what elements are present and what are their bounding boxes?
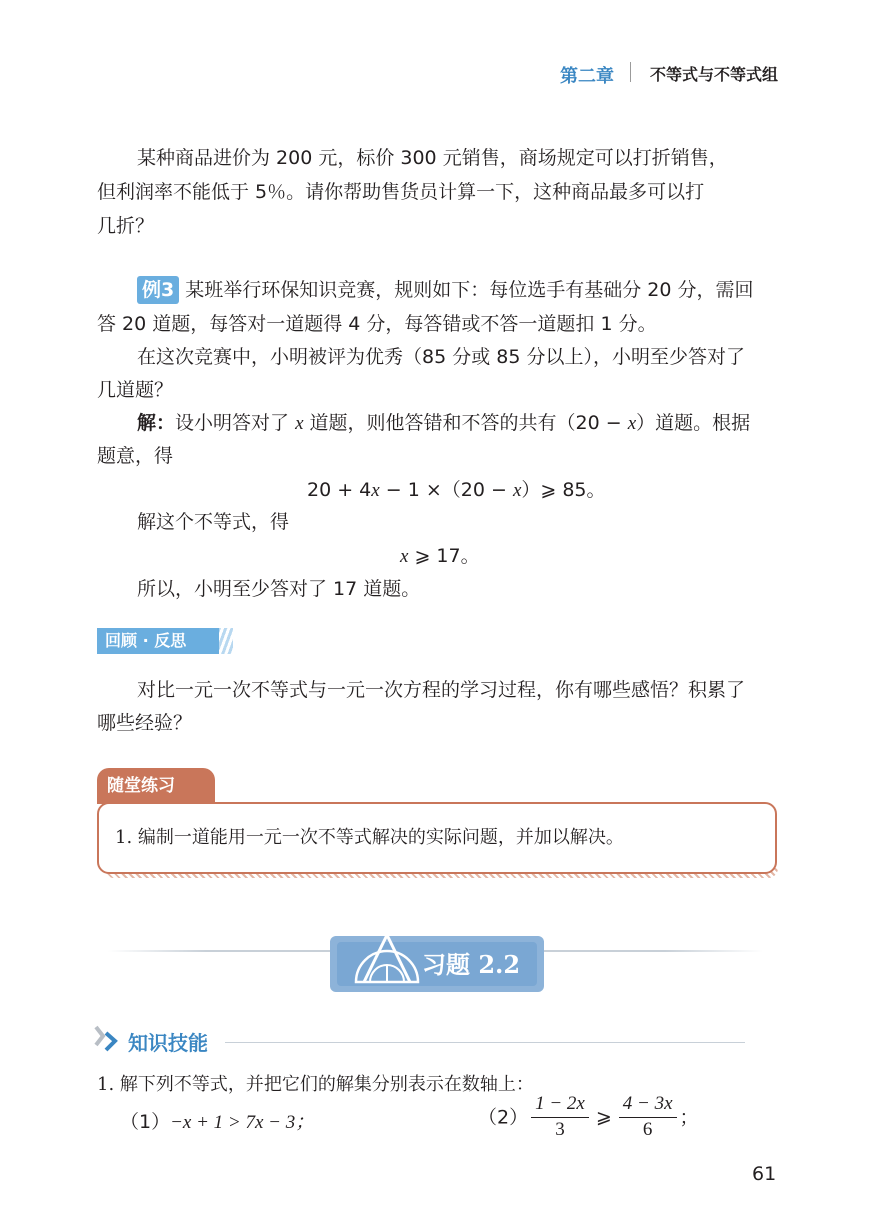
- solution-text-a: 设小明答对了: [175, 412, 296, 434]
- variable-x: x: [400, 546, 409, 567]
- example-3-line-2: 答 20 道题，每答对一道题得 4 分，每答错或不答一道题扣 1 分。: [97, 313, 657, 335]
- knowledge-divider: [225, 1042, 745, 1043]
- fraction-left-numerator: 1 − 2x: [531, 1094, 589, 1118]
- chapter-label: 第二章: [560, 66, 614, 87]
- exercise-title-word: 习题: [422, 951, 470, 979]
- example-tag: 例3: [137, 276, 179, 304]
- fraction-right-numerator: 4 − 3x: [619, 1094, 677, 1118]
- review-line-2: 哪些经验？: [97, 712, 193, 734]
- equation-2-rest: ⩾ 17。: [408, 545, 480, 567]
- conclusion: 所以，小明至少答对了 17 道题。: [137, 578, 421, 600]
- part-2-label: （2）: [478, 1106, 529, 1129]
- exercise-title: [422, 948, 520, 982]
- practice-item-1: 1. 编制一道能用一元一次不等式解决的实际问题，并加以解决。: [115, 827, 624, 848]
- equation-2: [400, 540, 873, 573]
- exercise-title-number: 2.2: [478, 950, 521, 979]
- knowledge-section-label: 知识技能: [128, 1031, 208, 1055]
- example-3-line-1: [137, 274, 827, 307]
- compass-protractor-icon: [350, 922, 424, 988]
- example-3-line-4: 几道题？: [97, 379, 174, 401]
- solution-text-b: 道题，则他答错和不答的共有（20 −: [303, 412, 628, 434]
- solution-line-1: [137, 407, 827, 440]
- fraction-left: [531, 1094, 589, 1141]
- intro-line-3: 几折？: [97, 215, 155, 237]
- practice-tab: 随堂练习: [97, 768, 215, 804]
- review-banner: 回顾 · 反思: [97, 628, 219, 654]
- equation-1-part-a: 20 + 4: [307, 479, 372, 501]
- fraction-right-denominator: 6: [642, 1118, 653, 1140]
- part-2-end: ；: [679, 1106, 699, 1129]
- question-1-part-1: [120, 1106, 810, 1139]
- equation-1-part-c: ）⩾ 85。: [521, 479, 606, 501]
- solution-line-2: 题意，得: [97, 445, 174, 467]
- page-number: 61: [752, 1163, 777, 1185]
- variable-x: x: [512, 480, 522, 501]
- equation-1-part-b: − 1 ×（20 −: [379, 479, 513, 501]
- question-1-part-2: [478, 1094, 699, 1141]
- fraction-left-denominator: 3: [555, 1118, 565, 1140]
- intro-line-2: 但利润率不能低于 5％。请你帮助售货员计算一下，这种商品最多可以打: [97, 181, 705, 203]
- part-1-label: （1）: [120, 1111, 171, 1133]
- part-1-expression: −x + 1 > 7x − 3；: [170, 1112, 315, 1133]
- example-3-line-3: 在这次竞赛中，小明被评为优秀（85 分或 85 分以上），小明至少答对了: [137, 346, 745, 368]
- header-divider: [630, 62, 631, 82]
- chapter-title: 不等式与不等式组: [650, 65, 779, 84]
- variable-x: x: [627, 413, 637, 434]
- solve-text: 解这个不等式，得: [137, 511, 290, 533]
- example-3-text: 某班举行环保知识竞赛，规则如下：每位选手有基础分 20 分，需回: [185, 279, 754, 301]
- question-1: 1. 解下列不等式，并把它们的解集分别表示在数轴上：: [97, 1074, 534, 1095]
- part-2-relation: ⩾: [595, 1106, 612, 1129]
- fraction-right: [619, 1094, 677, 1141]
- solution-text-c: ）道题。根据: [636, 412, 751, 434]
- variable-x: x: [371, 480, 380, 501]
- equation-1: [307, 474, 873, 507]
- solution-label: 解：: [137, 412, 176, 434]
- review-line-1: 对比一元一次不等式与一元一次方程的学习过程，你有哪些感悟？积累了: [137, 679, 746, 701]
- intro-line-1: 某种商品进价为 200 元，标价 300 元销售，商场规定可以打折销售，: [137, 147, 728, 169]
- variable-x: x: [295, 413, 304, 434]
- chevron-right-icon: [93, 1024, 129, 1054]
